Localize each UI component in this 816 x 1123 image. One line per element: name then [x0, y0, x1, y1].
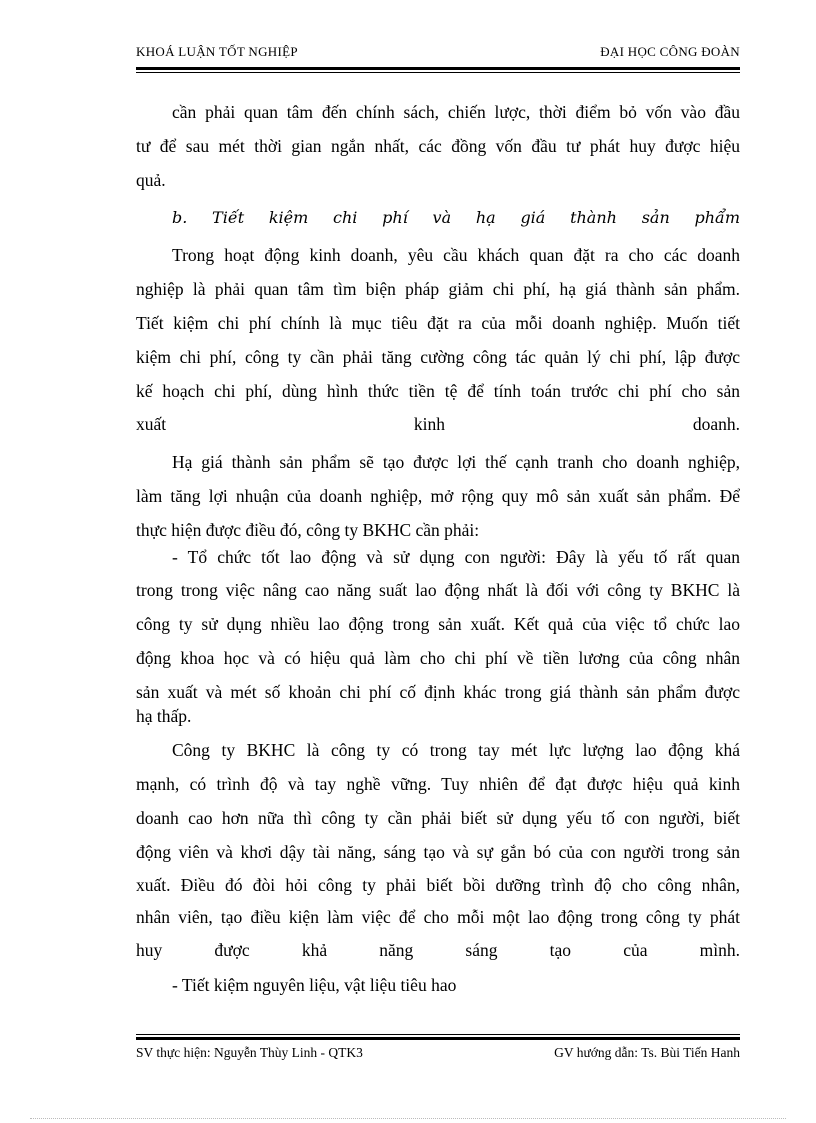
- text-line: doanh cao hơn nữa thì công ty cần phải biết sử dụng yếu tố con người, biết: [136, 808, 740, 828]
- footer-right: GV hướng dẫn: Ts. Bùi Tiến Hanh: [554, 1045, 740, 1060]
- text-line: Hạ giá thành sản phẩm sẽ tạo được lợi thế cạnh tranh cho doanh nghiệp,: [172, 452, 740, 472]
- text-line: nhân viên, tạo điều kiện làm việc để cho mỗi một lao động trong công ty phát: [136, 907, 740, 927]
- text-line: quả.: [136, 170, 166, 190]
- header-left: KHOÁ LUẬN TỐT NGHIỆP: [136, 44, 298, 59]
- text-line: cần phải quan tâm đến chính sách, chiến lược, thời điểm bỏ vốn vào đầu: [172, 102, 740, 122]
- header-right: ĐẠI HỌC CÔNG ĐOÀN: [600, 44, 740, 59]
- text-line: huy được khả năng sáng tạo của mình.: [136, 940, 740, 960]
- text-line: nghiệp là phải quan tâm tìm biện pháp giảm chi phí, hạ giá thành sản phẩm.: [136, 279, 740, 299]
- footer-rule-thin: [136, 1034, 740, 1035]
- text-line: Tiết kiệm chi phí chính là mục tiêu đặt ra của mỗi doanh nghiệp. Muốn tiết: [136, 313, 740, 333]
- text-line: xuất. Điều đó đòi hỏi công ty phải biết bồi dưỡng trình độ cho công nhân,: [136, 875, 740, 895]
- page-boundary: [30, 1118, 786, 1119]
- header-rule-thin: [136, 72, 740, 73]
- text-line: Trong hoạt động kinh doanh, yêu cầu khách quan đặt ra cho các doanh: [172, 245, 740, 265]
- text-line: Công ty BKHC là công ty có trong tay mét lực lượng lao động khá: [172, 740, 740, 760]
- text-line: làm tăng lợi nhuận của doanh nghiệp, mở rộng quy mô sản xuất sản phẩm. Để: [136, 486, 740, 506]
- text-line: xuất kinh doanh.: [136, 414, 740, 434]
- text-line: - Tiết kiệm nguyên liệu, vật liệu tiêu hao: [172, 975, 457, 995]
- text-line: - Tổ chức tốt lao động và sử dụng con người: Đây là yếu tố rất quan: [172, 547, 740, 567]
- section-heading: b. Tiết kiệm chi phí và hạ giá thành sản phẩm: [172, 208, 740, 227]
- text-line: mạnh, có trình độ và tay nghề vững. Tuy nhiên để đạt được hiệu quả kinh: [136, 774, 740, 794]
- header-rule: [136, 67, 740, 70]
- text-line: tư để sau mét thời gian ngắn nhất, các đồng vốn đầu tư phát huy được hiệu: [136, 136, 740, 156]
- text-line: kiệm chi phí, công ty cần phải tăng cường công tác quản lý chi phí, lập được: [136, 347, 740, 367]
- text-line: hạ thấp.: [136, 706, 192, 726]
- footer-rule: [136, 1037, 740, 1040]
- footer-left: SV thực hiện: Nguyễn Thùy Linh - QTK3: [136, 1045, 363, 1060]
- text-line: thực hiện được điều đó, công ty BKHC cần phải:: [136, 520, 480, 540]
- text-line: động khoa học và có hiệu quả làm cho chi phí về tiền lương của công nhân: [136, 648, 740, 668]
- text-line: công ty sử dụng nhiều lao động trong sản xuất. Kết quả của việc tổ chức lao: [136, 614, 740, 634]
- text-line: sản xuất và mét số khoản chi phí cố định khác trong giá thành sản phẩm được: [136, 682, 740, 702]
- text-line: động viên và khơi dậy tài năng, sáng tạo và sự gắn bó của con người trong sản: [136, 842, 740, 862]
- text-line: trong trong việc nâng cao năng suất lao động nhất là đối với công ty BKHC là: [136, 580, 740, 600]
- text-line: kế hoạch chi phí, dùng hình thức tiền tệ để tính toán trước chi phí cho sản: [136, 381, 740, 401]
